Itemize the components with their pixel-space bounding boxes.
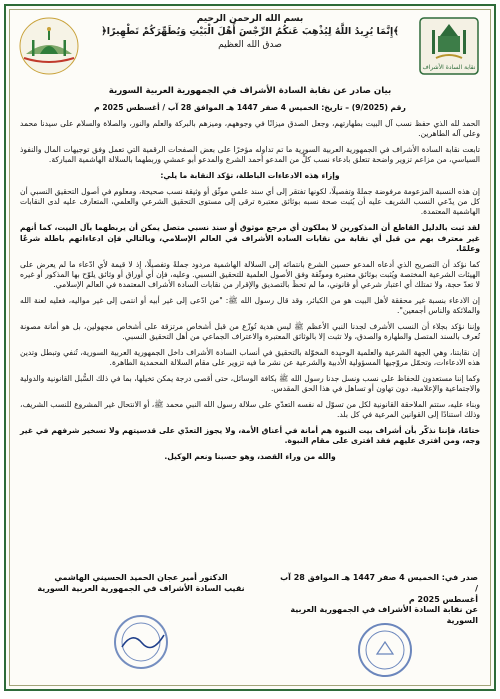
statement-document (4, 4, 496, 691)
paragraph-authority: إن نقابتنا، وهي الجهة الشرعية والعلمية الوحيدة المخوّلة بالتحقيق في أنساب السادة الأشراف داخل الجمهورية العربية السورية، تُنفي وتبطل وتدين هذه الادعاءات، وتحمّل مروّجيها المسؤولية الأدبية والشرعية عن نشر ما فيه تزوير على مقام السلالة المحمدية الطاهرة. (20, 347, 480, 367)
official-stamp-icon (356, 621, 414, 679)
document-footer (16, 573, 484, 681)
mosque-dome-logo-icon (18, 16, 80, 76)
logo-caption: نقابة السادة الأشراف (422, 64, 476, 71)
paragraph-conclusion: ختامًا، فإننا نذكّر بأن أشراف بيت النبوة هم أمانة في أعناق الأمة، ولا يجوز التعدّي على قدسيتهم ولا تسخير شرفهم في غير وجه، ومن افترى عليهم فقد افترى على مقام النبوة. (20, 425, 480, 445)
issuing-body: عن نقابة السادة الأشراف في الجمهورية العربية السورية (290, 605, 478, 626)
paragraph-claim: كما نؤكد أن التصريح الذي أدعاه المدعو حسين الشرع بانتمائه إلى السلالة الهاشمية مردود جملةً وتفصيلًا، إذ لا قيمة لأي ادّعاء ما لم يعرض على الهيئات الشرعية المختصة ويُثبت بوثائق معتبرة وموثّقة وفق الأصول العلمية للتحقيق النسبي. وعليه، فإن أي أوراق أو وثائق يلوّح بها المذكور أو غيره لا تعدّ حجة، ولا تمتلك أي اعتبار شرعي أو قانوني، ما لم تحظَ بالتصديق والإقرار من نقابات السادة الأشراف المعتمدة في العالم الإسلامي. (20, 259, 480, 289)
paragraph-lineage: وإننا نؤكد بجلاء أن النسب الأشرف لجدنا النبي الأعظم ﷺ ليس هدية تُوزّع من قبل أشخاص مرتزقة على أشخاص مجهولين، بل هو أمانة مصونة تُعرف بالسند المتصل والطهارة والصدق، ولا تثبت إلا بالوثائق المعتبرة والاعتراف الجماعي من أهل التحقيق النسبي. (20, 321, 480, 341)
intro-paragraph: الحمد لله الذي حفظ نسب آل البيت بطهارتهم، وجعل الصدق ميزانًا في وجوههم، وميزهم بالبركة والعلم والنور، والصلاة والسلام على سيدنا محمد وعلى آله الطاهرين. (20, 119, 480, 139)
issue-date-line-1: صدر في: الخميس 4 صفر 1447 هـ الموافق 28 آب / (280, 573, 478, 593)
paragraph-rejection: إن هذه النسبة المزعومة مرفوضة جملةً وتفصيلًا، لكونها تفتقر إلى أي سند علمي موثّق أو وثيقة نسب صحيحة، ومعلوم في أصول التحقيق النسبي أن كل من يدّعي النسب الشريف عليه أن يُثبت صحة نسبه بوثائق معتبرة ترقى إلى مستوى التحقيق الشرعي والعلمي، المتعارف عليه لدى النقابات الهاشمية المعتمدة. (20, 187, 480, 217)
signature-block (26, 573, 256, 595)
sadaq-line: صدق الله العظيم (218, 40, 282, 51)
statement-reference: رقم (9/2025) – تاريخ: الخميس 4 صفر 1447 هـ الموافق 28 آب / أغسطس 2025 م (94, 103, 406, 113)
paragraph-hadith: إن الادعاء بنسبة غير محققة لأهل البيت هو من الكبائر، وقد قال رسول الله ﷺ: "من ادّعى إلى غير أبيه أو انتمى إلى غير مواليه، فعليه لعنة الله والملائكة والناس أجمعين". (20, 295, 480, 315)
statement-title: بيان صادر عن نقابة السادة الأشراف في الجمهورية العربية السورية (108, 86, 392, 96)
paragraph-context: تابعت نقابة السادة الأشراف في الجمهورية العربية السورية ما تم تداوله مؤخرًا على بعض الصفحات الرقمية التي تعمل وفق توجيهات المال والنفوذ السياسي، من مزاعم تزوير واضحة تتعلق بادعاء نسب كلٍّ من المدعو أحمد الشرع والمدعو أبو عمشي وربطهما بالسلالة الهاشمية المباركة. (20, 145, 480, 165)
signature-stamp-icon (112, 613, 170, 671)
statement-body (20, 86, 480, 468)
issue-date-line-2: أغسطس 2025 م (408, 594, 478, 604)
quran-verse: ﴿إِنَّمَا يُرِيدُ اللَّهُ لِيُذْهِبَ عَنكُمُ الرِّجْسَ أَهْلَ الْبَيْتِ وَيُطَهِّرَكُمْ تَطْهِيرًا﴾ (101, 26, 399, 37)
paragraph-declaration: وإزاء هذه الادعاءات الباطلة، تؤكد النقابة ما يلي: (160, 171, 340, 181)
syndicate-logo-icon (418, 16, 480, 76)
signer-role: نقيب السادة الأشراف في الجمهورية العربية السورية (37, 583, 245, 593)
paragraph-commitment: وكما إننا مستعدون للحفاظ على نسب ونسل جدنا رسول الله ﷺ بكافة الوسائل، حتى أقصى درجة يمكن تخيلها، بما في ذلك السُّبل القانونية والدولية والاجتماعية والإعلامية، دون تهاون أو تساهل في هذا الحق المقدس. (20, 373, 480, 393)
basmala: بسم الله الرحمن الرحيم (196, 14, 304, 24)
paragraph-legal: وبناء عليه، ستتم الملاحقة القانونية لكل من تسوّل له نفسه التعدّي على سلالة رسول الله النبي محمد ﷺ، أو الانتحال غير المشروع للنسب الشريف، وذلك استنادًا إلى القوانين المرعية في كل بلد. (20, 399, 480, 419)
signer-name: الدكتور أمير عجان الحميد الحسيني الهاشمي (54, 573, 228, 582)
document-header (96, 14, 404, 50)
paragraph-proof: لقد ثبت بالدليل القاطع أن المذكورين لا يملكون أي مرجع موثوق أو سند نسبي متصل يمكن أن يربطهما بآل البيت، كما أنهم غير معترف بهم من قبل أي نقابة من نقابات السادة الأشراف في العالم الإسلامي، وبالتالي فإن ادعاءاتهم باطلة شرعًا وعلمًا. (20, 223, 480, 253)
closing-line: والله من وراء القصد، وهو حسبنا ونعم الوكيل. (164, 451, 336, 461)
issue-info (278, 573, 478, 627)
